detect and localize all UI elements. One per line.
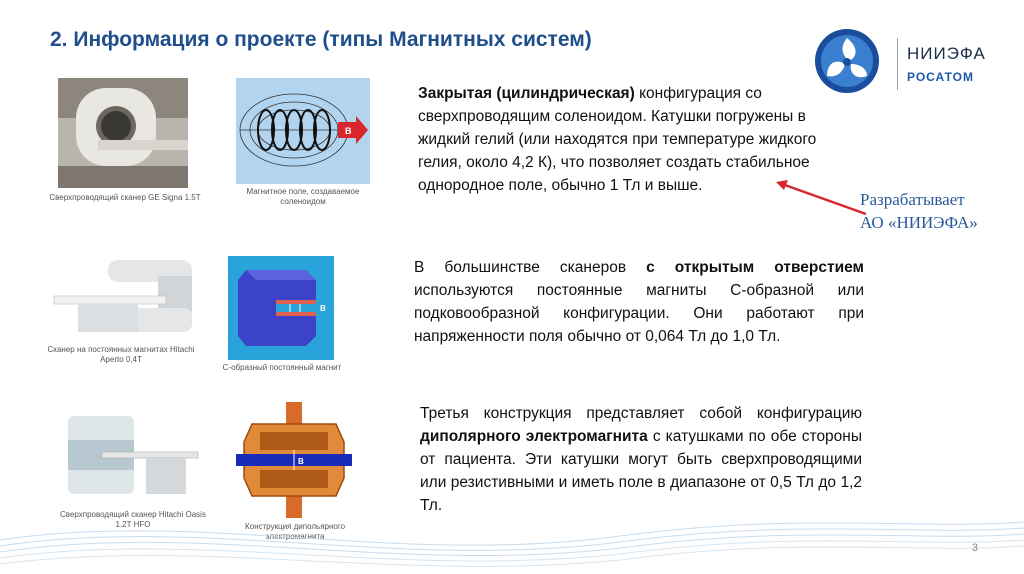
c-magnet-caption: С-образный постоянный магнит bbox=[222, 363, 342, 372]
open-bore-text-part1: В большинстве сканеров bbox=[414, 259, 647, 276]
c-shaped-magnet-image bbox=[228, 256, 334, 360]
developer-note-line2: АО «НИИЭФА» bbox=[860, 213, 978, 232]
developer-note bbox=[860, 188, 978, 234]
svg-text:B: B bbox=[320, 304, 326, 313]
closed-configuration-body: конфигурация со сверхпроводящим соленоидом. Катушки погружены в жидкий гелий (или находятся при температуре жидкого гелия, около 4,2 К), что позволяет создать стабильное однородное поле, обычно 1 Тл и выше. bbox=[418, 85, 817, 194]
hitachi-aperto-caption: Сканер на постоянных магнитах Hitachi Aperto 0,4T bbox=[47, 345, 195, 364]
decorative-waves bbox=[0, 470, 1024, 574]
closed-configuration-text bbox=[418, 82, 820, 197]
dipole-text-part2: с катушками по обе стороны от пациента. Эти катушки могут быть сверхпроводящими или резистивными и иметь поле в диапазоне от 0,5 Тл до 1,2 Тл. bbox=[420, 428, 862, 514]
dipole-bold: диполярного электромагнита bbox=[420, 428, 648, 445]
solenoid-field-caption: Магнитное поле, создаваемое соленоидом bbox=[246, 187, 360, 206]
developer-note-line1: Разрабатывает bbox=[860, 190, 965, 209]
svg-text:B: B bbox=[298, 457, 304, 466]
page-number: 3 bbox=[971, 542, 978, 554]
solenoid-field-diagram bbox=[236, 78, 370, 184]
open-bore-text-part2: используются постоянные магниты С-образной или подковообразной конфигурации. Они работают при напряженности поля обычно от 0,064 Тл до 1,0 Тл. bbox=[414, 282, 864, 345]
niiefa-logo bbox=[805, 26, 1005, 96]
closed-configuration-bold: Закрытая (цилиндрическая) bbox=[418, 85, 635, 102]
pointer-arrow-icon bbox=[772, 176, 870, 218]
open-bore-bold: с открытым отверстием bbox=[646, 259, 864, 276]
slide-title: 2. Информация о проекте (типы Магнитных систем) bbox=[50, 28, 592, 51]
ge-signa-caption: Сверхпроводящий сканер GE Signa 1.5T bbox=[49, 193, 201, 202]
dipole-text-part1: Третья конструкция представляет собой конфигурацию bbox=[420, 405, 862, 422]
hitachi-aperto-scanner-image bbox=[48, 256, 196, 340]
logo-name: НИИЭФА bbox=[907, 44, 986, 63]
open-bore-text bbox=[414, 256, 864, 348]
logo-subtitle: РОСАТОМ bbox=[907, 70, 974, 84]
ge-signa-scanner-image bbox=[58, 78, 188, 188]
hitachi-oasis-caption: Сверхпроводящий сканер Hitachi Oasis 1.2T HFO bbox=[60, 510, 206, 529]
logo-divider bbox=[897, 38, 898, 90]
svg-text:B: B bbox=[345, 126, 352, 136]
dipole-caption: Конструкция дипольярного электромагнита bbox=[244, 522, 346, 541]
